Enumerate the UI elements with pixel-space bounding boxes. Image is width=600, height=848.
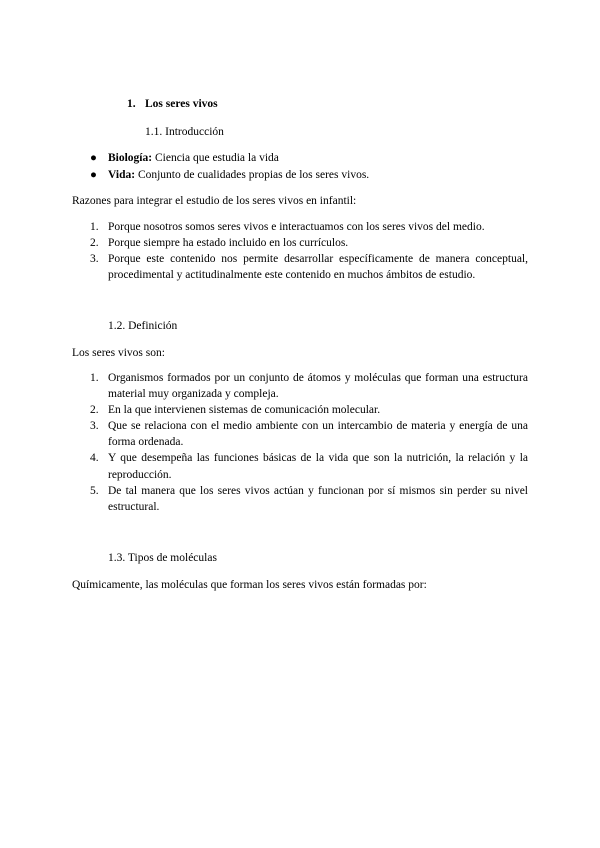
list-text: Y que desempeña las funciones básicas de la vida que son la nutrición, la relación y la reproducción. (108, 452, 528, 481)
bullet-icon: ● (90, 152, 97, 164)
list-text: Organismos formados por un conjunto de átomos y moléculas que forman una estructura material muy organizada y compleja. (108, 372, 528, 401)
definition-list (90, 370, 528, 515)
reasons-intro: Razones para integrar el estudio de los seres vivos en infantil: (72, 195, 357, 207)
list-item (90, 483, 528, 515)
section-title-introduccion: 1.1. Introducción (145, 126, 224, 138)
list-number: 2. (90, 404, 99, 417)
list-number: 3. (90, 420, 99, 433)
list-item (90, 235, 528, 251)
bullet-text: Conjunto de cualidades propias de los seres vivos. (135, 169, 370, 182)
list-number: 1. (90, 221, 99, 233)
bullet-term: Biología: (108, 152, 153, 164)
molecules-intro: Químicamente, las moléculas que forman los seres vivos están formadas por: (72, 579, 427, 591)
list-item (90, 402, 528, 418)
list-text: Porque siempre ha estado incluido en los currículos. (108, 237, 349, 250)
reasons-list (90, 219, 528, 283)
section-title-tipos-moleculas: 1.3. Tipos de moléculas (108, 552, 217, 564)
section-title-definicion: 1.2. Definición (108, 320, 178, 332)
chapter-title: Los seres vivos (145, 98, 218, 110)
chapter-heading (127, 96, 218, 112)
list-item (90, 450, 528, 482)
list-item (90, 219, 528, 235)
list-number: 1. (90, 372, 99, 384)
list-number: 4. (90, 452, 99, 465)
definitions-bullet-list (90, 150, 530, 184)
list-text: De tal manera que los seres vivos actúan y funcionan por sí mismos sin perder su nivel estructural. (108, 484, 528, 513)
definition-intro: Los seres vivos son: (72, 347, 165, 359)
bullet-icon: ● (90, 169, 97, 182)
bullet-term: Vida: (108, 169, 136, 182)
list-text: Que se relaciona con el medio ambiente con un intercambio de materia y energía de una forma ordenada. (108, 420, 528, 449)
list-text: Porque nosotros somos seres vivos e interactuamos con los seres vivos del medio. (108, 221, 485, 233)
list-number: 2. (90, 237, 99, 250)
list-text: En la que intervienen sistemas de comunicación molecular. (108, 404, 381, 417)
list-item (90, 251, 528, 283)
bullet-item (90, 150, 530, 166)
list-number: 5. (90, 484, 99, 497)
list-text: Porque este contenido nos permite desarrollar específicamente de manera conceptual, procedimental y actitudinalmente este contenido en muchos ámbitos de estudio. (108, 253, 528, 282)
bullet-text: Ciencia que estudia la vida (152, 152, 279, 164)
bullet-item (90, 167, 530, 183)
list-item (90, 370, 528, 402)
list-number: 3. (90, 253, 99, 266)
chapter-number: 1. (127, 98, 136, 110)
list-item (90, 418, 528, 450)
